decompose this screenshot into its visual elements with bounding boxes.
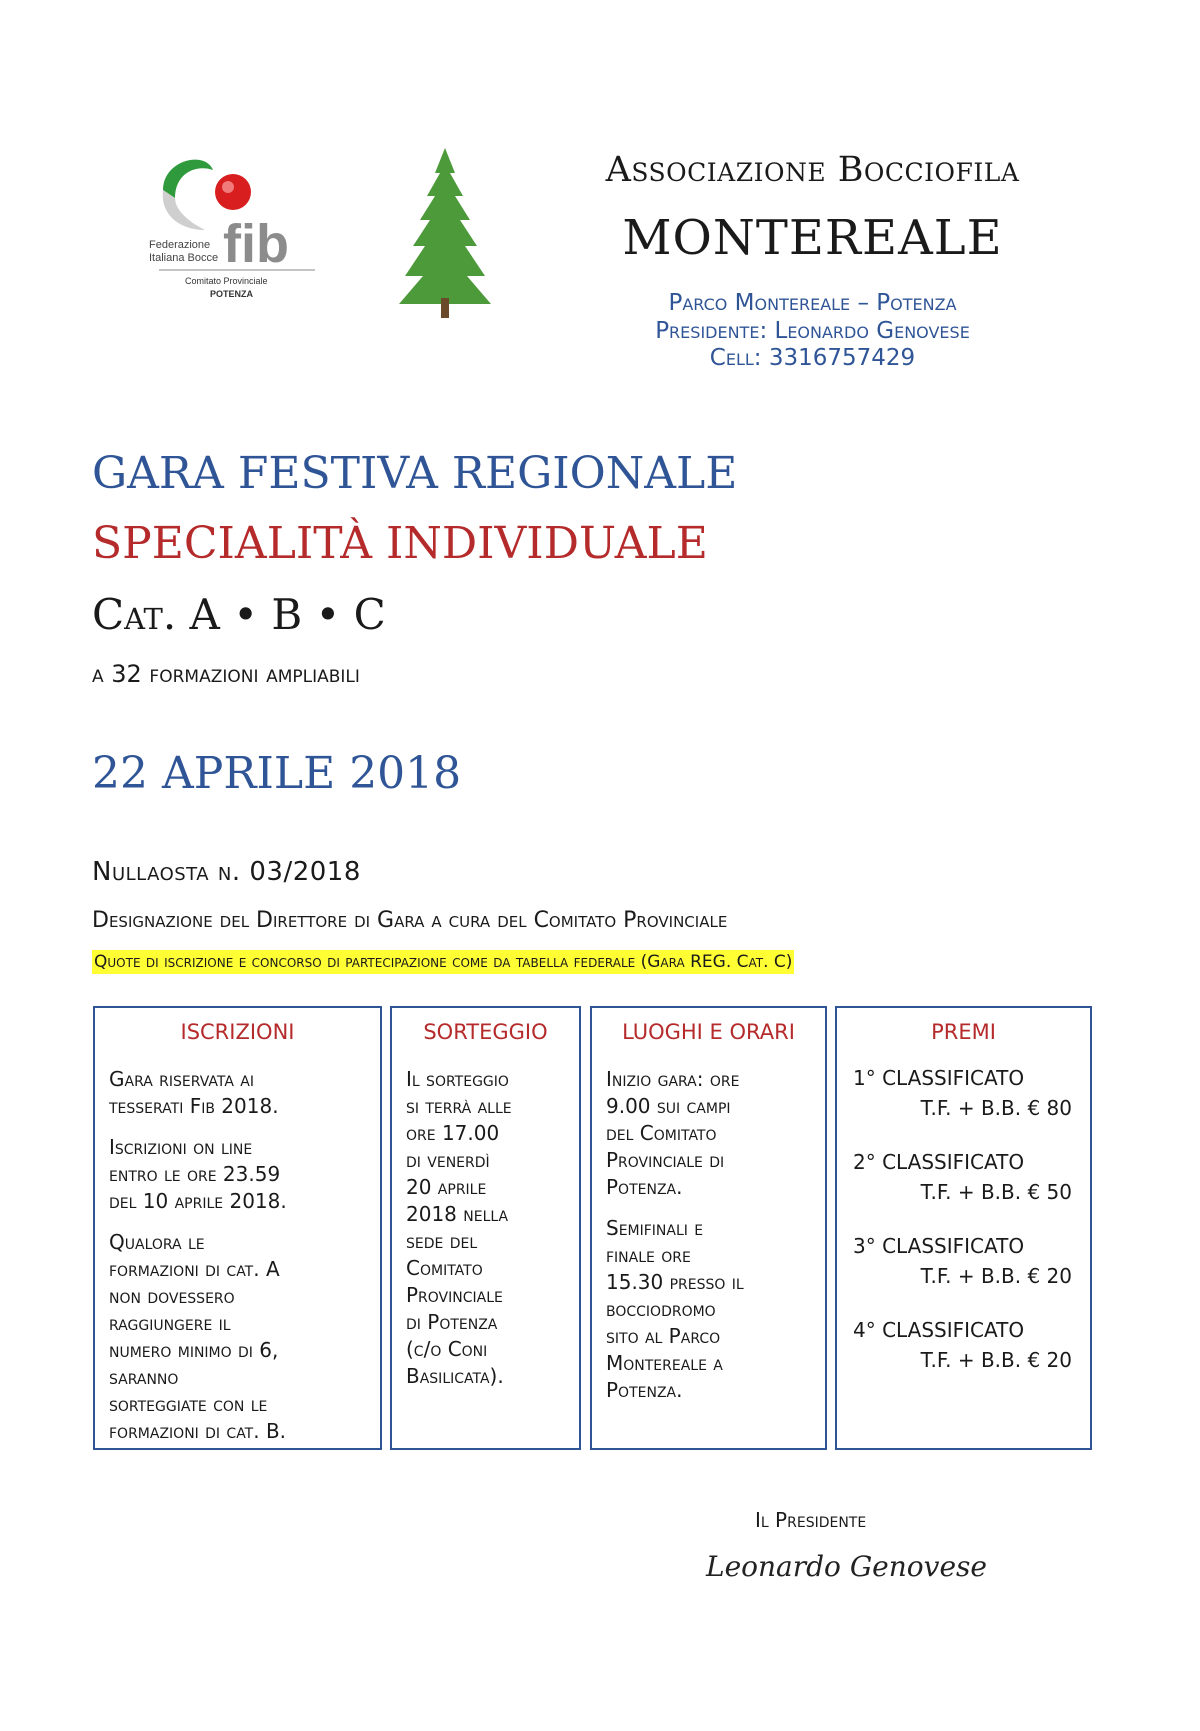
fib-logo — [135, 150, 365, 320]
logo-line-2: Italiana Bocce — [149, 252, 219, 264]
designazione: Designazione del Direttore di Gara a cura del Comitato Provinciale — [92, 908, 728, 933]
prize-place: 3° CLASSIFICATO — [853, 1234, 1025, 1258]
prize-amount: T.F. + B.B. € 50 — [920, 1180, 1072, 1204]
association-name: Associazione Bocciofila — [605, 150, 1020, 190]
prize-amount: T.F. + B.B. € 20 — [920, 1348, 1072, 1372]
nullaosta: Nullaosta n. 03/2018 — [92, 857, 361, 887]
prize-item — [837, 1318, 1090, 1372]
box-premi — [835, 1006, 1092, 1450]
quote-highlight: Quote di iscrizione e concorso di partecipazione come da tabella federale (Gara REG. Cat. C) — [94, 952, 793, 972]
categories: Cat. A • B • C — [92, 590, 386, 639]
prize-item — [837, 1066, 1090, 1120]
logo-line-1: Federazione — [149, 239, 211, 251]
box-sorteggio — [390, 1006, 581, 1450]
prize-item — [837, 1234, 1090, 1288]
club-name: MONTEREALE — [622, 210, 1003, 266]
title-gara: GARA FESTIVA REGIONALE — [92, 448, 738, 499]
signature: Leonardo Genovese — [706, 1550, 987, 1583]
logo-line-4: POTENZA — [210, 289, 254, 299]
box-sorteggio-title: SORTEGGIO — [423, 1020, 548, 1044]
box-premi-title: PREMI — [931, 1020, 996, 1044]
box-iscrizioni-title: ISCRIZIONI — [180, 1020, 295, 1044]
iscrizioni-p2: Iscrizioni on line entro le ore 23.59 del 10 aprile 2018. — [109, 1135, 287, 1213]
formations-note: a 32 formazioni ampliabili — [92, 660, 360, 688]
box-luoghi-title: LUOGHI E ORARI — [622, 1020, 795, 1044]
sorteggio-p1: Il sorteggio si terrà alle ore 17.00 di venerdì 20 aprile 2018 nella sede del Comitato Provinciale di Potenza (c/o Coni Basilicata). — [406, 1067, 512, 1388]
prize-place: 1° CLASSIFICATO — [853, 1066, 1025, 1090]
prize-amount: T.F. + B.B. € 80 — [920, 1096, 1072, 1120]
title-specialita: SPECIALITÀ INDIVIDUALE — [92, 518, 708, 569]
luoghi-p1: Inizio gara: ore 9.00 sui campi del Comitato Provinciale di Potenza. — [606, 1067, 740, 1199]
luoghi-p2: Semifinali e finale ore 15.30 presso il bocciodromo sito al Parco Montereale a Potenza. — [606, 1216, 744, 1402]
cell-phone: Cell: 3316757429 — [709, 345, 916, 371]
prize-amount: T.F. + B.B. € 20 — [920, 1264, 1072, 1288]
iscrizioni-p1: Gara riservata ai tesserati Fib 2018. — [109, 1067, 279, 1118]
prize-place: 2° CLASSIFICATO — [853, 1150, 1025, 1174]
prize-item — [837, 1150, 1090, 1204]
logo-line-3: Comitato Provinciale — [185, 276, 268, 286]
park-address: Parco Montereale – Potenza — [668, 290, 957, 316]
box-iscrizioni — [93, 1006, 382, 1450]
president-line: Presidente: Leonardo Genovese — [655, 318, 970, 344]
prize-place: 4° CLASSIFICATO — [853, 1318, 1025, 1342]
event-date: 22 APRILE 2018 — [92, 748, 462, 799]
iscrizioni-p3: Qualora le formazioni di cat. A non dovessero raggiungere il numero minimo di 6, saranno sorteggiate con le formazioni di cat. B. — [109, 1230, 287, 1443]
signatory-role: Il Presidente — [755, 1508, 867, 1532]
tree-icon — [395, 148, 495, 320]
logo-fib: fib — [223, 214, 289, 274]
box-luoghi — [590, 1006, 827, 1450]
